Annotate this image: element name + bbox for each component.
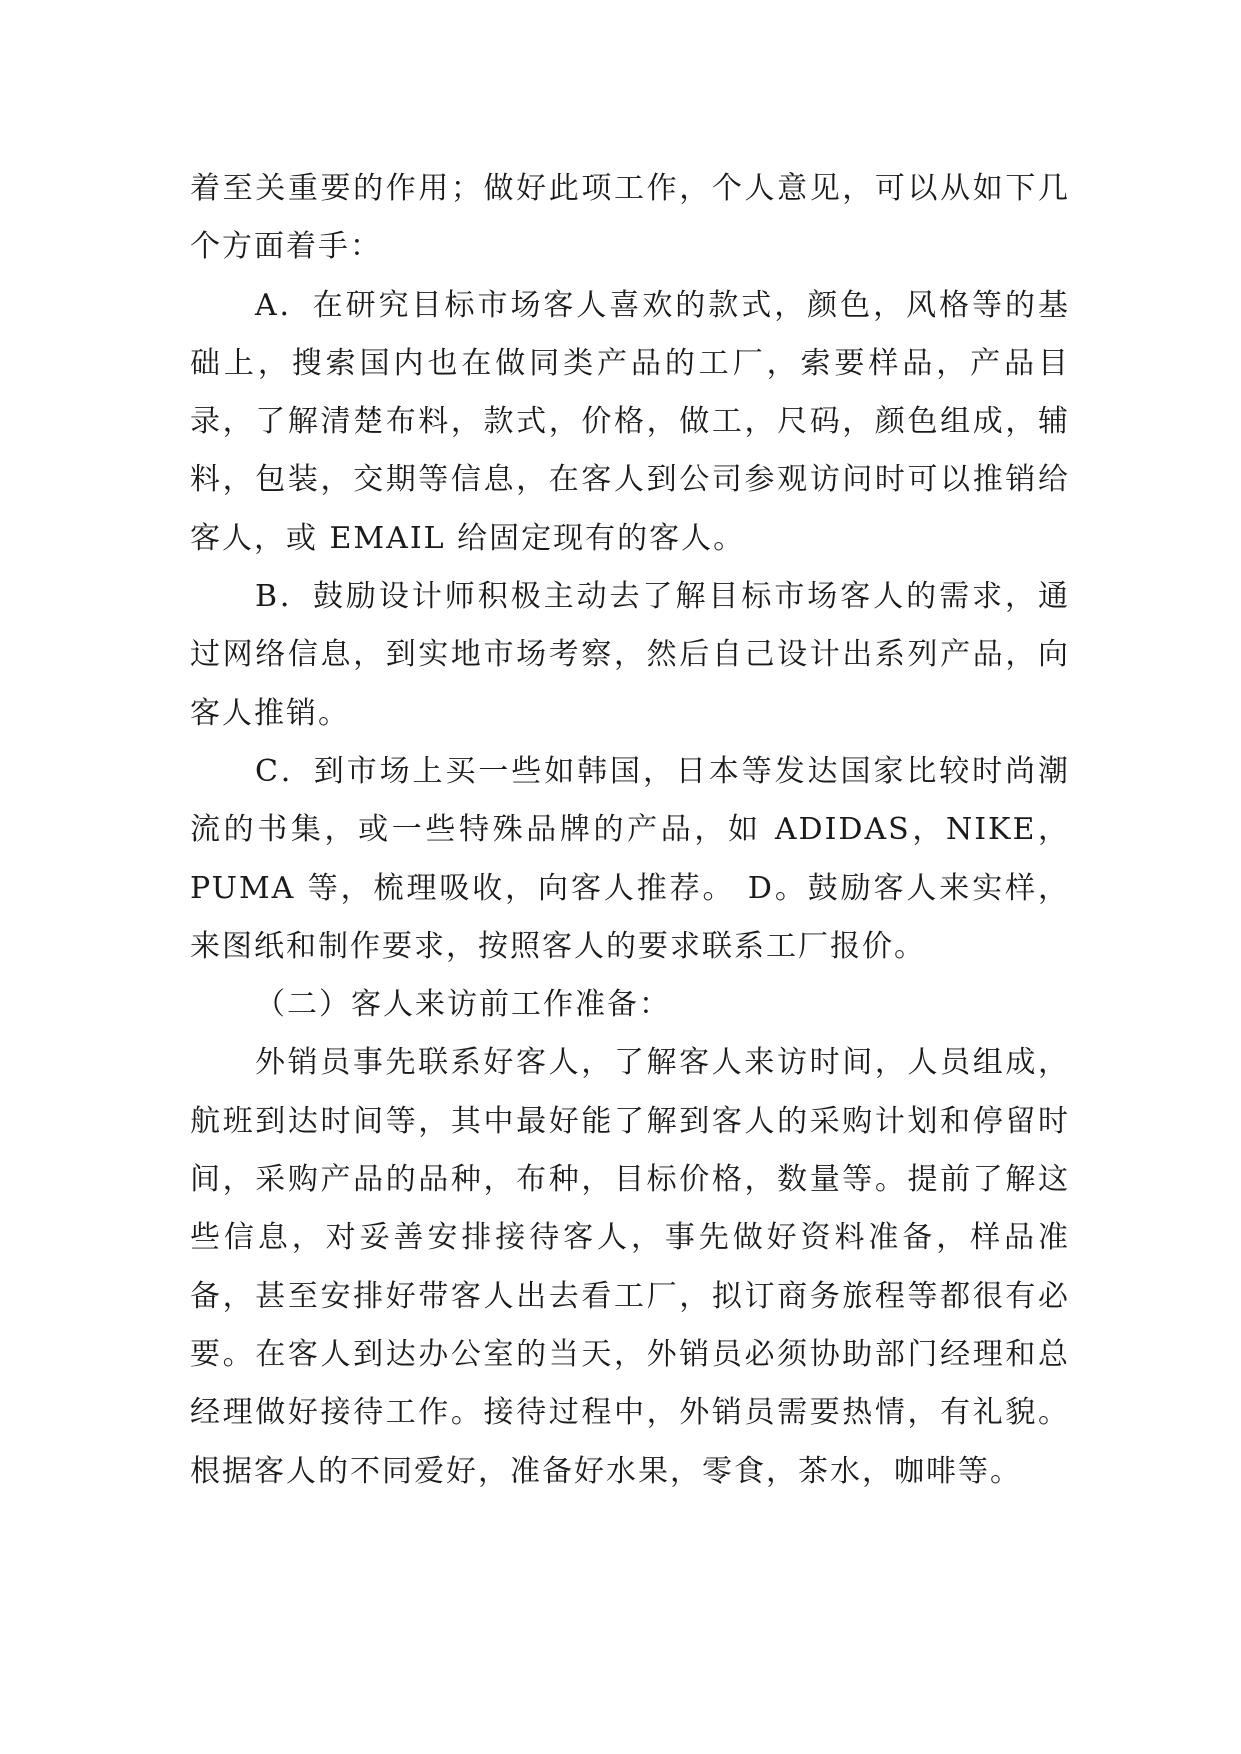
paragraph-item-a: A．在研究目标市场客人喜欢的款式，颜色，风格等的基础上，搜索国内也在做同类产品的工厂，索要样品，产品目录，了解清楚布料，款式，价格，做工，尺码，颜色组成，辅料，包装，交期等信息，在客人到公司参观访问时可以推销给客人，或 EMAIL 给固定现有的客人。	[190, 287, 1070, 556]
paragraph-preparation: 外销员事先联系好客人，了解客人来访时间，人员组成，航班到达时间等，其中最好能了解到客人的采购计划和停留时间，采购产品的品种，布种，目标价格，数量等。提前了解这些信息，对妥善安排接待客人，事先做好资料准备，样品准备，甚至安排好带客人出去看工厂，拟订商务旅程等都很有必要。在客人到达办公室的当天，外销员必须协助部门经理和总经理做好接待工作。接待过程中，外销员需要热情，有礼貌。根据客人的不同爱好，准备好水果，零食，茶水，咖啡等。	[190, 1045, 1070, 1489]
section-heading: （二）客人来访前工作准备：	[255, 987, 671, 1023]
paragraph-continuation: 着至关重要的作用；做好此项工作，个人意见，可以从如下几个方面着手：	[190, 171, 1070, 265]
paragraph-item-b: B．鼓励设计师积极主动去了解目标市场客人的需求，通过网络信息，到实地市场考察，然后自己设计出系列产品，向客人推销。	[190, 579, 1070, 731]
document-page	[190, 160, 1070, 1501]
paragraph-item-c: C．到市场上买一些如韩国，日本等发达国家比较时尚潮流的书集，或一些特殊品牌的产品，如 ADIDAS，NIKE，PUMA 等，梳理吸收，向客人推荐。 D。鼓励客人来实样，来图纸和制作要求，按照客人的要求联系工厂报价。	[190, 753, 1070, 964]
